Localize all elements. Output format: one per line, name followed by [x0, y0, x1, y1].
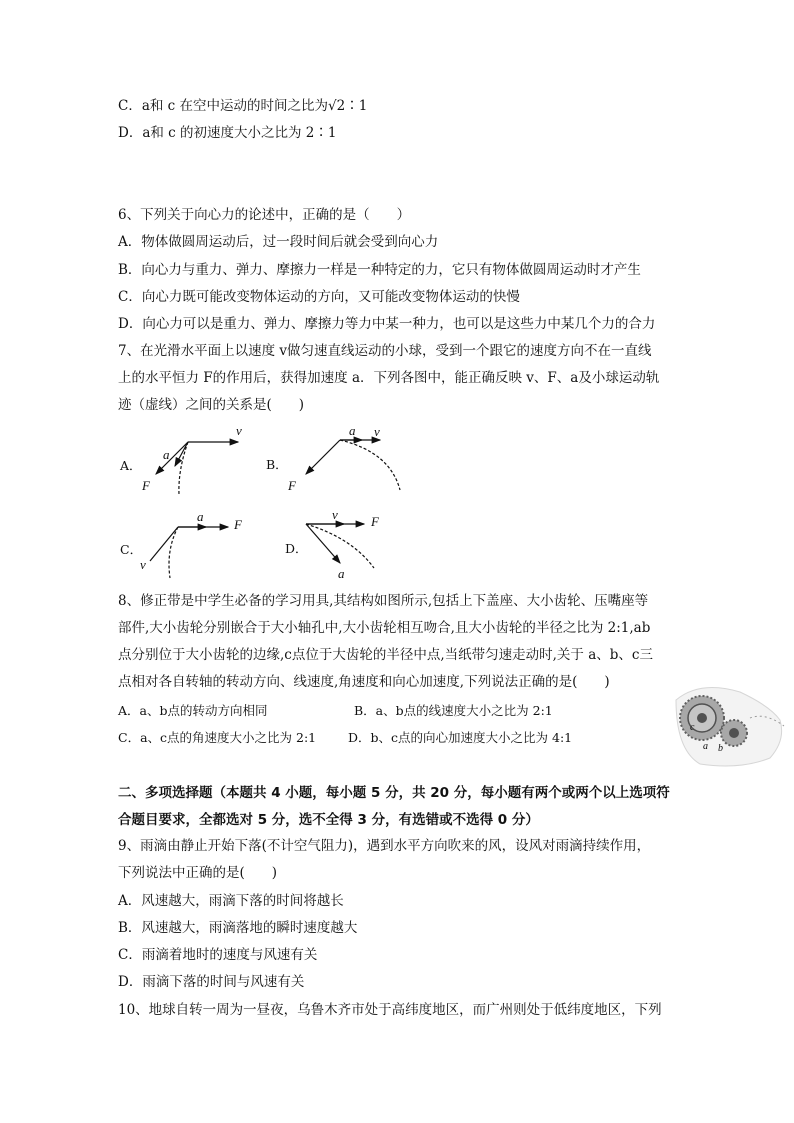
label-a-d: a — [338, 566, 345, 581]
label-F-d: F — [371, 514, 379, 529]
label-v-d: v — [332, 507, 338, 522]
label-a-a: a — [163, 447, 170, 462]
fig-label-a: a — [703, 741, 708, 752]
q5-option-c: C．a和 c 在空中运动的时间之比为√2∶1 — [118, 98, 368, 114]
fig-label-b: b — [718, 743, 723, 754]
q8-option-c: C．a、c点的角速度大小之比为 2:1 — [118, 730, 317, 745]
q9-stem-line2: 下列说法中正确的是( ) — [118, 865, 278, 881]
label-F-b: F — [288, 478, 296, 493]
label-v-a: v — [236, 423, 242, 438]
q8-stem-line3: 点分别位于大小齿轮的边缘,c点位于大齿轮的半径中点,当纸带匀速走动时,关于 a、b、c三 — [118, 647, 653, 663]
label-v-c: v — [140, 557, 146, 572]
q8-option-a: A．a、b点的转动方向相同 — [118, 703, 268, 718]
label-a-b: a — [349, 423, 356, 438]
q7-option-d-label: D． — [285, 541, 308, 556]
q8-stem-line4: 点相对各自转轴的转动方向、线速度,角速度和向心加速度,下列说法正确的是( ) — [118, 674, 610, 690]
section2-heading-line1: 二、多项选择题（本题共 4 小题，每小题 5 分，共 20 分，每小题有两个或两个以上选项符 — [118, 785, 670, 801]
label-a-c: a — [197, 509, 204, 524]
q7-stem-line1: 7、在光滑水平面上以速度 v做匀速直线运动的小球，受到一个跟它的速度方向不在一直线 — [118, 343, 652, 359]
q7-option-b-label: B． — [266, 457, 288, 472]
q7-stem-line2: 上的水平恒力 F的作用后，获得加速度 a．下列各图中，能正确反映 v、F、a及小球运动轨 — [118, 370, 660, 386]
q8-stem-line1: 8、修正带是中学生必备的学习用具,其结构如图所示,包括上下盖座、大小齿轮、压嘴座等 — [118, 593, 649, 609]
q9-option-b: B．风速越大，雨滴落地的瞬时速度越大 — [118, 920, 358, 936]
label-F-a: F — [142, 478, 150, 493]
q8-option-d: D．b、c点的向心加速度大小之比为 4:1 — [348, 730, 573, 745]
q8-stem-line2: 部件,大小齿轮分别嵌合于大小轴孔中,大小齿轮相互吻合,且大小齿轮的半径之比为 2:1,ab — [118, 620, 651, 636]
fig-label-c: c — [690, 722, 695, 733]
q9-stem-line1: 9、雨滴由静止开始下落(不计空气阻力)，遇到水平方向吹来的风，设风对雨滴持续作用， — [118, 838, 651, 854]
q6-option-a: A．物体做圆周运动后，过一段时间后就会受到向心力 — [118, 234, 439, 250]
q9-option-a: A．风速越大，雨滴下落的时间将越长 — [118, 893, 344, 909]
q6-option-d: D．向心力可以是重力、弹力、摩擦力等力中某一种力，也可以是这些力中某几个力的合力 — [118, 316, 656, 332]
label-F-c: F — [234, 517, 242, 532]
q10-stem-line1: 10、地球自转一周为一昼夜，乌鲁木齐市处于高纬度地区，而广州则处于低纬度地区，下列 — [118, 1002, 662, 1018]
q6-option-b: B．向心力与重力、弹力、摩擦力一样是一种特定的力，它只有物体做圆周运动时才产生 — [118, 262, 641, 278]
q7-stem-line3: 迹（虚线）之间的关系是( ) — [118, 397, 305, 413]
q5-option-d: D．a和 c 的初速度大小之比为 2∶1 — [118, 125, 337, 141]
q7-option-a-label: A． — [120, 458, 142, 473]
q6-option-c: C．向心力既可能改变物体运动的方向，又可能改变物体运动的快慢 — [118, 289, 520, 305]
q9-option-c: C．雨滴着地时的速度与风速有关 — [118, 947, 318, 963]
section2-heading-line2: 合题目要求，全都选对 5 分，选不全得 3 分，有选错或不选得 0 分） — [118, 812, 539, 828]
q9-option-d: D．雨滴下落的时间与风速有关 — [118, 974, 305, 990]
q8-option-b: B．a、b点的线速度大小之比为 2:1 — [354, 703, 553, 718]
q6-stem: 6、下列关于向心力的论述中，正确的是（ ） — [118, 207, 411, 223]
q7-option-c-label: C． — [120, 542, 143, 557]
label-v-b: v — [374, 424, 380, 439]
